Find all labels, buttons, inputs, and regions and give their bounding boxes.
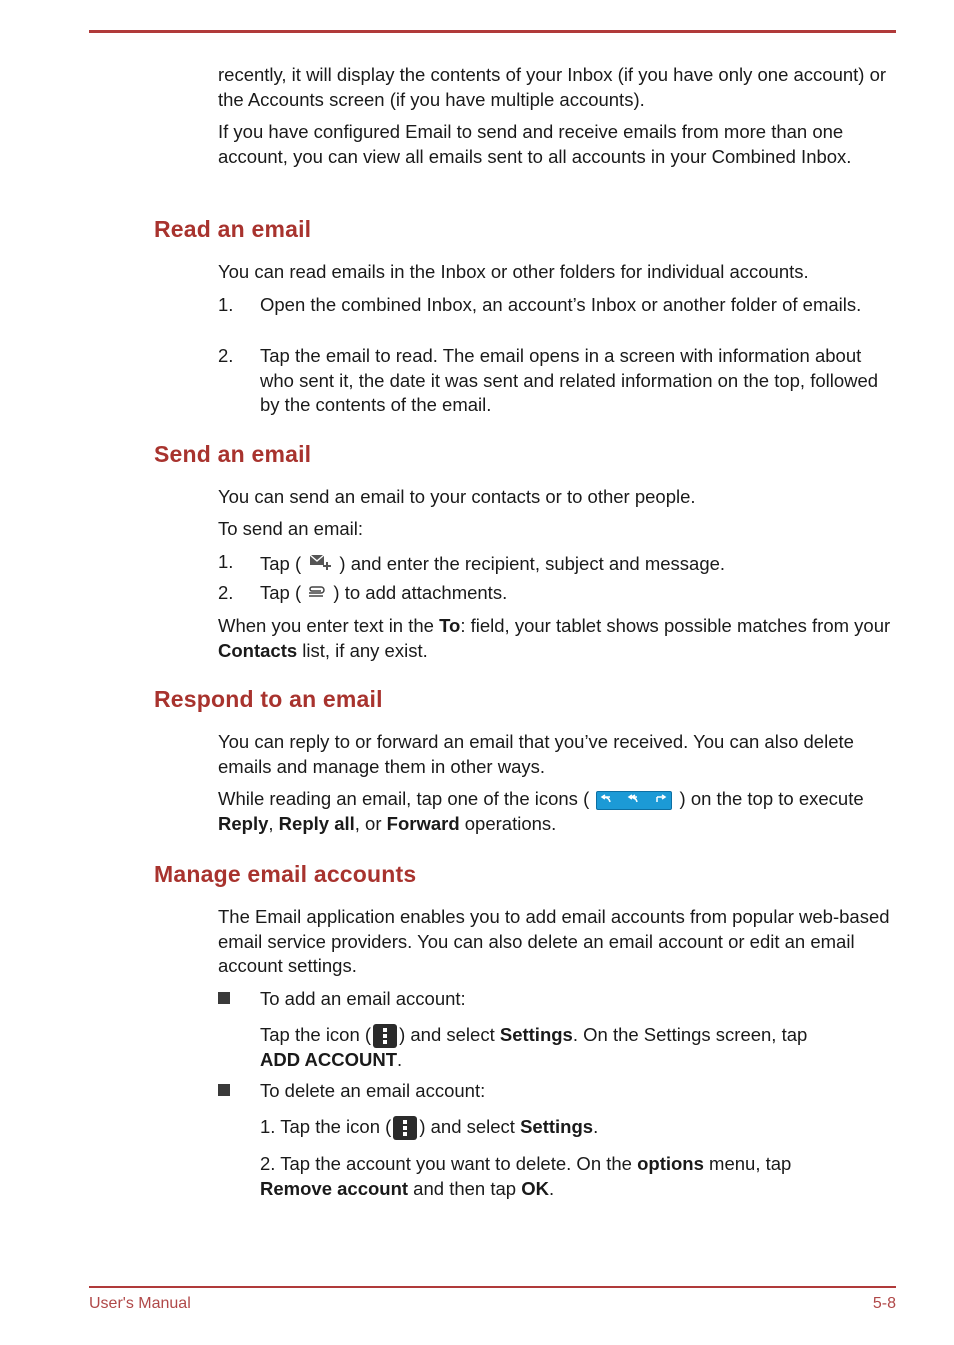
paperclip-icon [306, 582, 328, 607]
reply-all-label: Reply all [278, 812, 355, 834]
read-step-1-number: 1. [218, 294, 234, 315]
add-account-instructions [260, 1023, 890, 1073]
respond-p2-b: ) on the top to execute [679, 788, 864, 809]
to-field-label: To [439, 615, 461, 636]
reply-replyall-forward-icons [596, 791, 672, 810]
manage-accounts-paragraph: The Email application enables you to add email accounts from popular web-based email service providers. You can also delete an email account or edit an email account settings. [218, 906, 890, 976]
menu-icon [373, 1024, 397, 1048]
send-step-2-text-a: Tap ( [260, 582, 302, 603]
top-rule [89, 30, 896, 33]
forward-label: Forward [386, 812, 460, 834]
add-period: . [397, 1049, 403, 1071]
send-email-paragraph-2: To send an email: [218, 518, 364, 539]
delete-s2-period: . [548, 1177, 555, 1199]
intro-paragraph-2: If you have configured Email to send and receive emails from more than one account, you can view all emails sent to all accounts in your Combined Inbox. [218, 121, 852, 167]
add-account-bullet: To add an email account: [260, 988, 466, 1009]
settings-label: Settings [499, 1024, 573, 1045]
send-step-1 [260, 552, 890, 579]
manage-accounts-heading: Manage email accounts [154, 861, 417, 887]
bullet-square [218, 992, 230, 1004]
footer-manual-title: User's Manual [89, 1295, 191, 1312]
reply-label: Reply [218, 812, 269, 834]
delete-s2-a: 2. Tap the account you want to delete. On the [260, 1153, 638, 1174]
send-step-1-text-a: Tap ( [260, 553, 302, 575]
footer-page-number: 5-8 [872, 1295, 896, 1312]
send-step-2 [260, 581, 890, 606]
respond-email-paragraph-1: You can reply to or forward an email that you’ve received. You can also delete emails and manage them in other ways. [218, 731, 854, 777]
settings-label: Settings [520, 1116, 594, 1137]
read-email-paragraph: You can read emails in the Inbox or other folders for individual accounts. [218, 261, 809, 282]
add-text-a: Tap the icon ( [260, 1024, 372, 1045]
read-step-2: Tap the email to read. The email opens in a screen with information about who sent it, the date it was sent and related information on the top, followed by the contents of the email. [260, 345, 879, 415]
send-p3-a: When you enter text in the [218, 615, 440, 636]
read-step-1: Open the combined Inbox, an account’s Inbox or another folder of emails. [260, 294, 862, 315]
respond-or: , or [354, 812, 387, 834]
remove-account-label: Remove account [260, 1177, 409, 1199]
send-email-paragraph-1: You can send an email to your contacts or to other people. [218, 486, 696, 507]
delete-account-step-2 [260, 1152, 890, 1201]
add-text-b: ) and select [399, 1024, 500, 1045]
intro-paragraph-1: recently, it will display the contents of your Inbox (if you have only one account) or the Accounts screen (if you have multiple accounts). [218, 64, 887, 110]
send-email-paragraph-3 [218, 614, 898, 663]
delete-s1-b: ) and select [419, 1116, 521, 1137]
menu-icon [393, 1116, 417, 1140]
send-email-heading: Send an email [154, 441, 312, 467]
delete-s2-c: and then tap [408, 1177, 522, 1199]
delete-account-bullet: To delete an email account: [260, 1080, 486, 1101]
respond-email-paragraph-2 [218, 787, 898, 836]
send-p3-e: list, if any exist. [297, 639, 428, 661]
send-p3-c: : field, your tablet shows possible matches from your [460, 615, 891, 636]
add-account-label: ADD ACCOUNT [260, 1049, 398, 1071]
send-step-2-text-b: ) to add attachments. [333, 582, 508, 603]
send-step-2-number: 2. [218, 582, 234, 603]
respond-p2-a: While reading an email, tap one of the icons ( [218, 788, 590, 809]
read-email-heading: Read an email [154, 216, 312, 242]
send-step-1-text-b: ) and enter the recipient, subject and message. [339, 553, 726, 575]
delete-account-step-1 [260, 1115, 890, 1140]
respond-email-heading: Respond to an email [154, 686, 383, 712]
compose-email-icon [306, 552, 334, 579]
delete-s2-b: menu, tap [703, 1153, 792, 1174]
contacts-label: Contacts [218, 639, 298, 661]
respond-comma: , [268, 812, 279, 834]
delete-s1-period: . [593, 1116, 599, 1137]
delete-s1-a: 1. Tap the icon ( [260, 1116, 392, 1137]
add-text-c: . On the Settings screen, tap [572, 1024, 808, 1045]
read-step-2-number: 2. [218, 345, 234, 366]
bullet-square [218, 1084, 230, 1096]
ok-label: OK [521, 1177, 549, 1199]
respond-p2-c: operations. [459, 812, 557, 834]
bottom-rule [89, 1286, 896, 1288]
options-label: options [637, 1153, 704, 1174]
send-step-1-number: 1. [218, 551, 234, 572]
